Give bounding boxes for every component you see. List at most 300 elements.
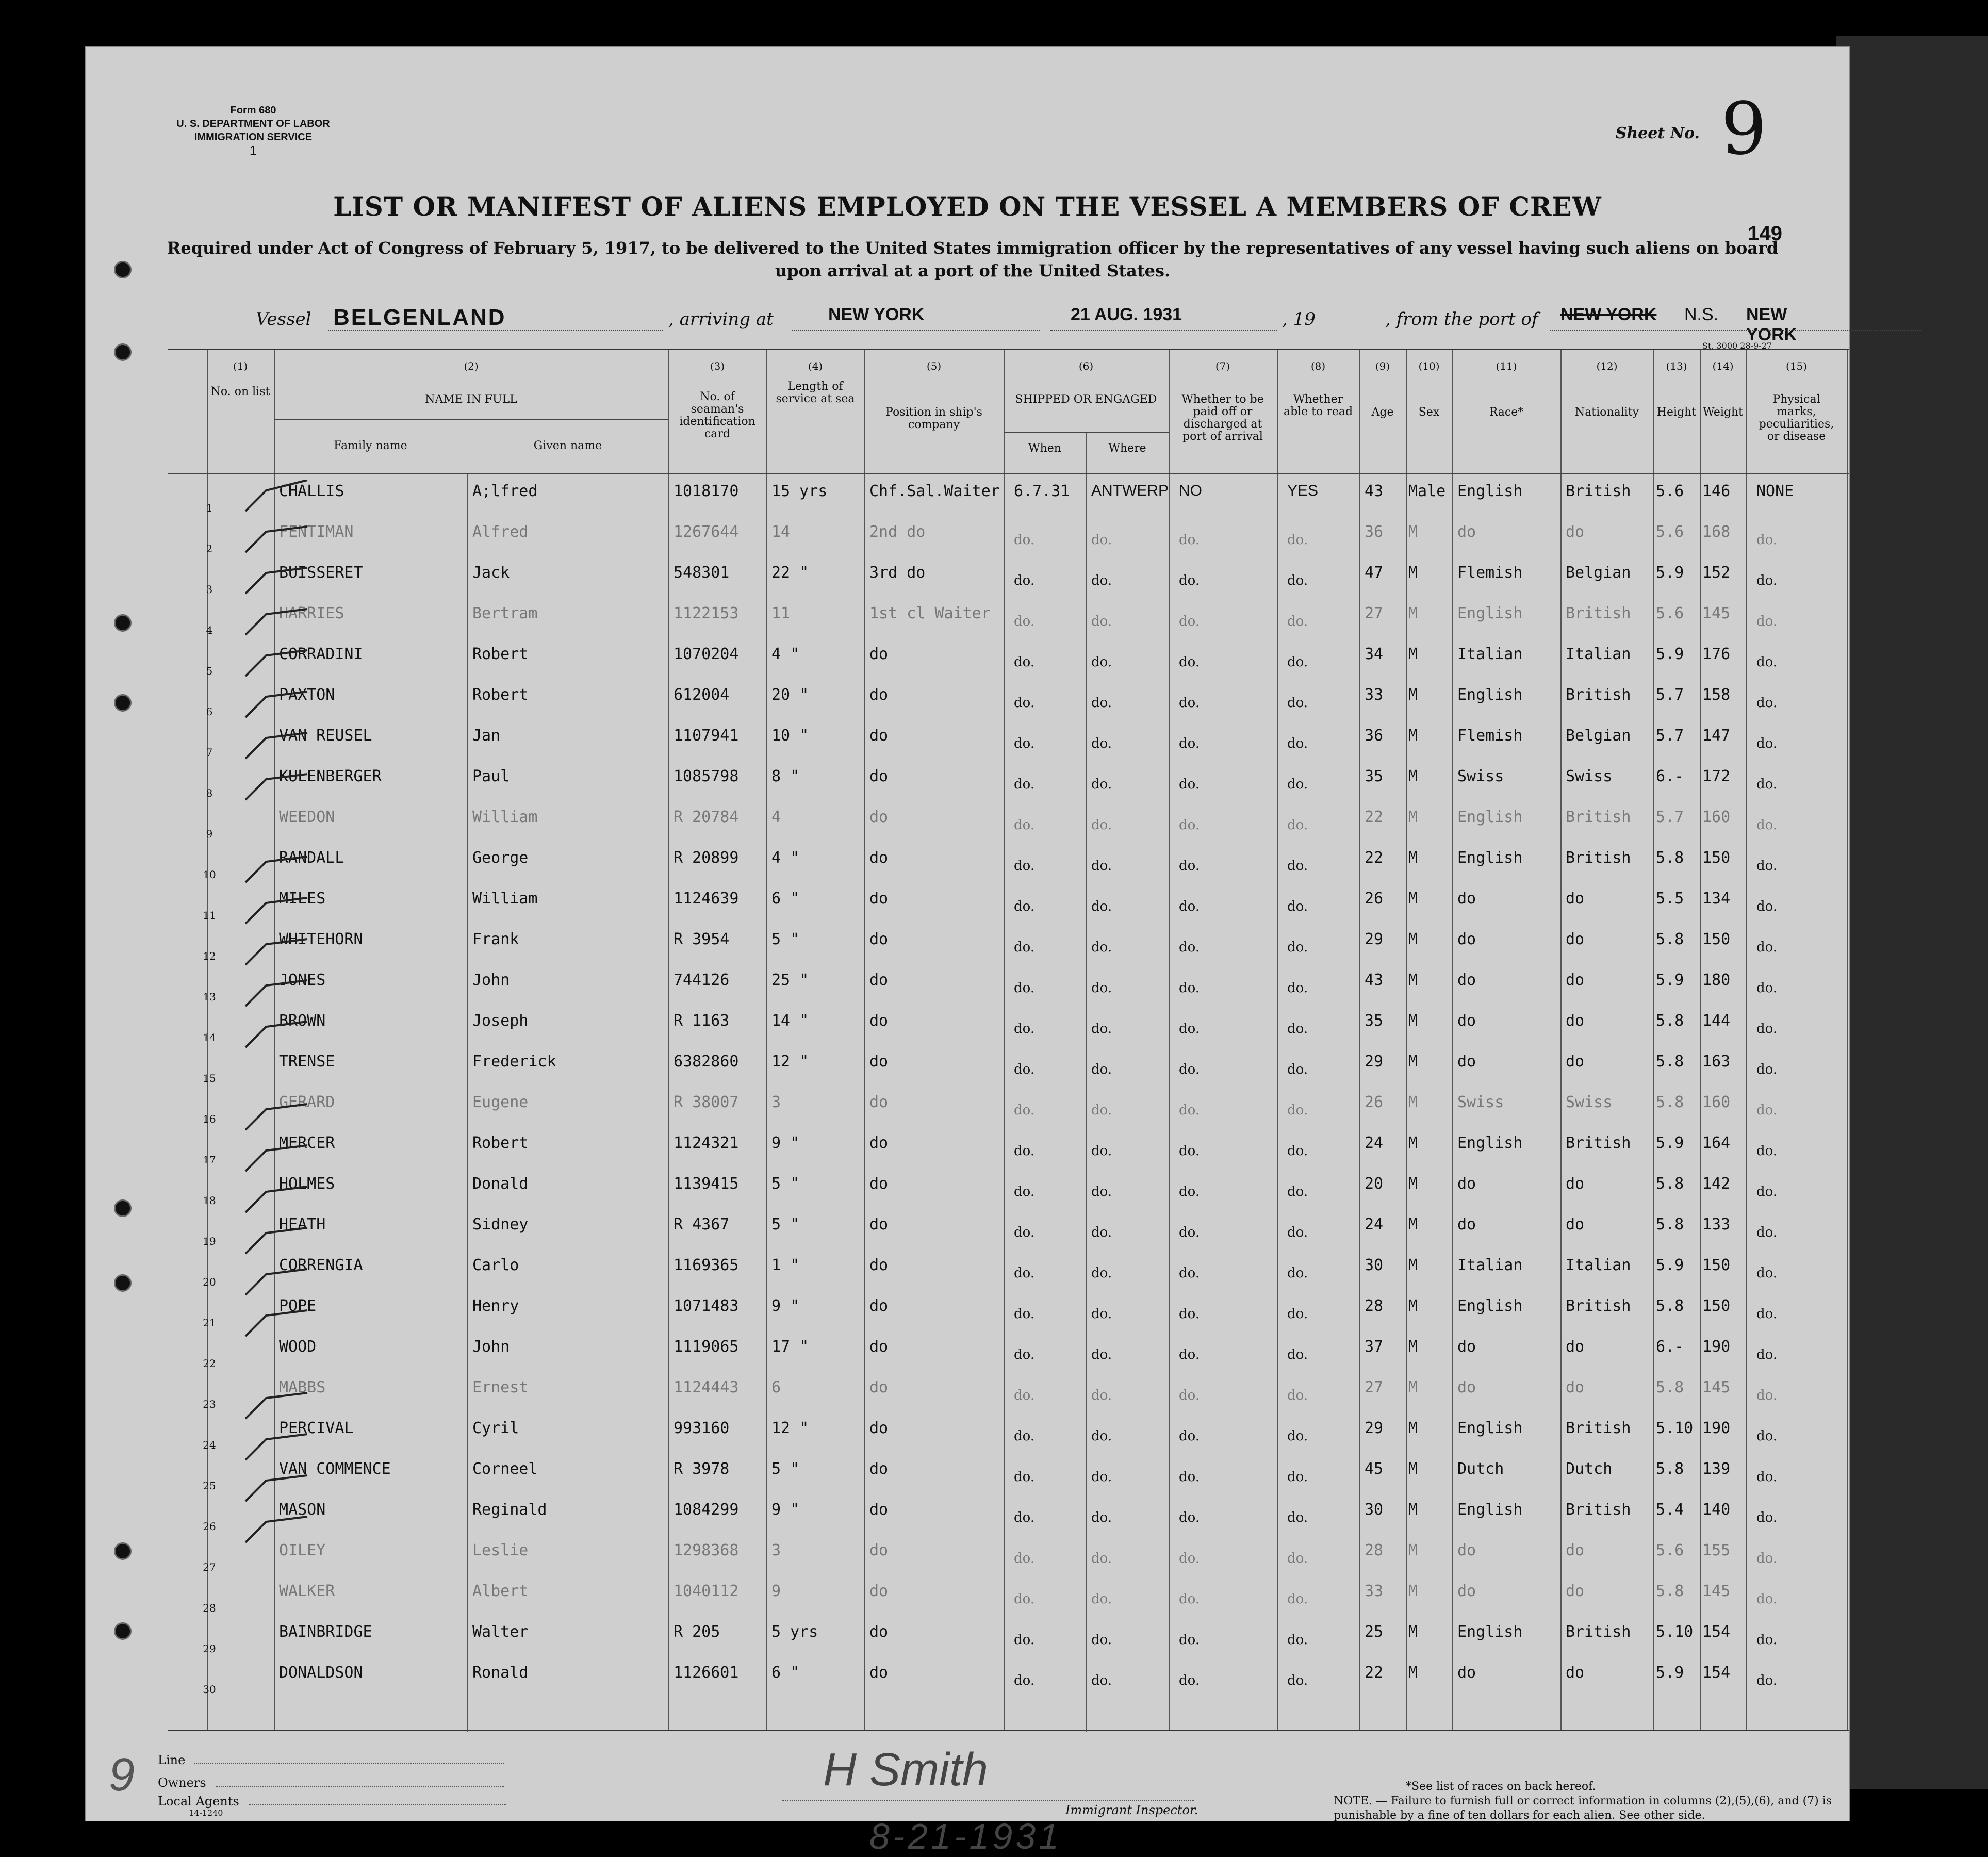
id-card: 1267644	[673, 523, 739, 541]
id-card: 548301	[673, 564, 730, 582]
shipped-when: do.	[1014, 1103, 1035, 1118]
sex: M	[1408, 1012, 1418, 1030]
nationality: do	[1566, 1053, 1585, 1071]
row-number: 26	[203, 1520, 216, 1533]
id-card: 1018170	[673, 482, 739, 500]
service-length: 15 yrs	[771, 482, 828, 500]
given-name: Joseph	[472, 1012, 529, 1030]
table-row	[168, 1128, 1849, 1169]
age: 29	[1365, 1419, 1384, 1437]
given-name: Albert	[472, 1582, 529, 1600]
nationality: British	[1566, 1297, 1631, 1315]
header-where: Where	[1108, 442, 1146, 455]
service-length: 14	[771, 523, 791, 541]
age: 33	[1365, 686, 1384, 704]
physical-marks: do.	[1756, 614, 1778, 629]
service-length: 9 "	[771, 1134, 800, 1152]
height: 5.8	[1656, 1175, 1684, 1193]
position: do	[869, 767, 889, 785]
family-name: OILEY	[279, 1541, 326, 1559]
able-to-read: do.	[1287, 777, 1308, 792]
service-length: 5 "	[771, 1460, 800, 1478]
id-card: R 4367	[673, 1215, 730, 1234]
race: English	[1457, 686, 1523, 704]
form-code: St. 3000 28-9-27	[1702, 341, 1772, 351]
weight: 147	[1702, 727, 1731, 745]
age: 47	[1365, 564, 1384, 582]
position: do	[869, 1134, 889, 1152]
manifest-sheet	[85, 46, 1850, 1856]
form-number: Form 680	[230, 105, 276, 116]
shipped-when: do.	[1014, 573, 1035, 588]
weight: 164	[1702, 1134, 1731, 1152]
paid-off: do.	[1179, 1143, 1200, 1159]
nationality: do	[1566, 971, 1585, 989]
row-number: 13	[203, 991, 216, 1003]
race: do	[1457, 1215, 1476, 1234]
col-num-7: (7)	[1215, 360, 1230, 372]
col-num-1: (1)	[233, 360, 248, 372]
races-note: *See list of races on back hereof.	[1406, 1780, 1596, 1793]
family-name: VAN COMMENCE	[279, 1460, 391, 1478]
sex: M	[1408, 604, 1418, 622]
age: 29	[1365, 1053, 1384, 1071]
able-to-read: do.	[1287, 980, 1308, 996]
shipped-where: do.	[1091, 817, 1112, 833]
nationality: do	[1566, 1378, 1585, 1396]
age: 28	[1365, 1297, 1384, 1315]
position: do	[869, 808, 889, 826]
table-row	[168, 1413, 1849, 1454]
able-to-read: do.	[1287, 1469, 1308, 1485]
position: do	[869, 1256, 889, 1274]
shipped-where: do.	[1091, 1510, 1112, 1525]
row-number: 27	[203, 1561, 216, 1573]
race: do	[1457, 1012, 1476, 1030]
weight: 134	[1702, 890, 1731, 908]
given-name: Jan	[472, 727, 501, 745]
table-row	[168, 1332, 1849, 1372]
age: 24	[1365, 1134, 1384, 1152]
punch-hole	[114, 343, 132, 361]
service-length: 14 "	[771, 1012, 809, 1030]
physical-marks: do.	[1756, 858, 1778, 874]
sex: M	[1408, 645, 1418, 663]
height: 6.-	[1656, 767, 1684, 785]
header-nationality: Nationality	[1574, 406, 1639, 419]
height: 5.8	[1656, 1053, 1684, 1071]
family-name: FENTIMAN	[279, 523, 354, 541]
service-length: 9 "	[771, 1297, 800, 1315]
race: English	[1457, 1297, 1523, 1315]
nationality: British	[1566, 604, 1631, 622]
height: 5.6	[1656, 604, 1684, 622]
row-number: 28	[203, 1602, 216, 1614]
age: 27	[1365, 1378, 1384, 1396]
position: do	[869, 1297, 889, 1315]
paid-off: do.	[1179, 736, 1200, 751]
table-row	[168, 1576, 1849, 1617]
race: do	[1457, 1582, 1476, 1600]
height: 5.9	[1656, 645, 1684, 663]
id-card: R 38007	[673, 1093, 739, 1111]
able-to-read: do.	[1287, 573, 1308, 588]
nationality: do	[1566, 1582, 1585, 1600]
col-num-10: (10)	[1418, 360, 1440, 372]
height: 5.7	[1656, 808, 1684, 826]
id-card: 1071483	[673, 1297, 739, 1315]
form-mark: 1	[249, 143, 257, 158]
position: 2nd do	[869, 523, 926, 541]
given-name: Reginald	[472, 1501, 547, 1519]
service-length: 5 yrs	[771, 1623, 818, 1641]
shipped-when: do.	[1014, 1266, 1035, 1281]
family-name: JONES	[279, 971, 326, 989]
shipped-when: do.	[1014, 899, 1035, 914]
table-row	[168, 1209, 1849, 1250]
family-name: KULENBERGER	[279, 767, 382, 785]
paid-off: do.	[1179, 1673, 1200, 1688]
service-length: 25 "	[771, 971, 809, 989]
table-row	[168, 1250, 1849, 1291]
shipped-when: do.	[1014, 1225, 1035, 1240]
vessel-line	[256, 305, 1797, 344]
header-position: Position in ship's company	[885, 406, 982, 431]
nationality: Belgian	[1566, 727, 1631, 745]
paid-off: do.	[1179, 899, 1200, 914]
shipped-where: do.	[1091, 1184, 1112, 1199]
shipped-when: do.	[1014, 1510, 1035, 1525]
paid-off: do.	[1179, 1428, 1200, 1444]
id-card: 1126601	[673, 1664, 739, 1682]
height: 5.9	[1656, 1256, 1684, 1274]
given-name: William	[472, 808, 538, 826]
shipped-when: do.	[1014, 1428, 1035, 1444]
paid-off: do.	[1179, 1266, 1200, 1281]
header-race: Race*	[1489, 406, 1524, 419]
sex: M	[1408, 849, 1418, 867]
shipped-when: 6.7.31	[1014, 482, 1070, 500]
weight: 145	[1702, 1378, 1731, 1396]
id-card: R 20784	[673, 808, 739, 826]
table-row	[168, 557, 1849, 598]
col-num-14: (14)	[1712, 360, 1734, 372]
line-label: Line	[158, 1753, 186, 1767]
row-number: 17	[203, 1154, 216, 1166]
paid-off: do.	[1179, 614, 1200, 629]
shipped-where: do.	[1091, 1673, 1112, 1688]
nationality: Swiss	[1566, 767, 1613, 785]
service-length: 3	[771, 1541, 781, 1559]
able-to-read: do.	[1287, 654, 1308, 670]
able-to-read: do.	[1287, 1225, 1308, 1240]
height: 5.7	[1656, 686, 1684, 704]
row-number: 10	[203, 868, 216, 881]
height: 5.10	[1656, 1623, 1694, 1641]
shipped-when: do.	[1014, 736, 1035, 751]
shipped-when: do.	[1014, 1673, 1035, 1688]
able-to-read: do.	[1287, 1184, 1308, 1199]
given-name: Donald	[472, 1175, 529, 1193]
sex: M	[1408, 971, 1418, 989]
shipped-when: do.	[1014, 1062, 1035, 1077]
sex: M	[1408, 1338, 1418, 1356]
table-row	[168, 1169, 1849, 1209]
age: 33	[1365, 1582, 1384, 1600]
arriving-label: , arriving at	[668, 309, 774, 330]
age: 22	[1365, 1664, 1384, 1682]
physical-marks: do.	[1756, 1428, 1778, 1444]
height: 5.8	[1656, 930, 1684, 948]
position: do	[869, 1582, 889, 1600]
height: 5.9	[1656, 1664, 1684, 1682]
row-number: 23	[203, 1398, 216, 1410]
position: do	[869, 1419, 889, 1437]
physical-marks: do.	[1756, 980, 1778, 996]
shipped-where: do.	[1091, 1428, 1112, 1444]
shipped-when: do.	[1014, 980, 1035, 996]
sex: M	[1408, 1541, 1418, 1559]
physical-marks: do.	[1756, 899, 1778, 914]
age: 36	[1365, 523, 1384, 541]
sex: M	[1408, 890, 1418, 908]
nationality: British	[1566, 1623, 1631, 1641]
id-card: 1139415	[673, 1175, 739, 1193]
physical-marks: do.	[1756, 1469, 1778, 1485]
id-card: 1085798	[673, 767, 739, 785]
position: do	[869, 1541, 889, 1559]
header-no-on-list: No. on list	[210, 385, 270, 398]
race: English	[1457, 604, 1523, 622]
physical-marks: do.	[1756, 1306, 1778, 1322]
race: Flemish	[1457, 564, 1523, 582]
vessel-name: BELGENLAND	[333, 305, 506, 330]
shipped-when: do.	[1014, 858, 1035, 874]
nationality: do	[1566, 1175, 1585, 1193]
race: English	[1457, 1134, 1523, 1152]
age: 35	[1365, 767, 1384, 785]
able-to-read: do.	[1287, 1306, 1308, 1322]
sex: M	[1408, 1582, 1418, 1600]
family-name: TRENSE	[279, 1053, 335, 1071]
weight: 150	[1702, 930, 1731, 948]
family-name: GERARD	[279, 1093, 335, 1111]
header-paid-off: Whether to be paid off or discharged at port of arrival	[1181, 393, 1264, 443]
shipped-where: ANTWERP	[1091, 482, 1169, 499]
table-row	[168, 843, 1849, 883]
age: 43	[1365, 971, 1384, 989]
row-number: 18	[203, 1194, 216, 1207]
header-weight: Weight	[1703, 406, 1743, 419]
family-name: BAINBRIDGE	[279, 1623, 372, 1641]
height: 5.7	[1656, 727, 1684, 745]
page-title: LIST OR MANIFEST OF ALIENS EMPLOYED ON THE VESSEL A MEMBERS OF CREW	[333, 191, 1602, 222]
race: do	[1457, 930, 1476, 948]
race: English	[1457, 849, 1523, 867]
shipped-where: do.	[1091, 940, 1112, 955]
row-number: 21	[203, 1317, 216, 1329]
table-row	[168, 1372, 1849, 1413]
row-number: 19	[203, 1235, 216, 1247]
physical-marks: do.	[1756, 736, 1778, 751]
race: Swiss	[1457, 767, 1504, 785]
family-name: HARRIES	[279, 604, 344, 622]
col-num-9: (9)	[1375, 360, 1390, 372]
table-row	[168, 1046, 1849, 1087]
race: Dutch	[1457, 1460, 1504, 1478]
punch-hole	[114, 614, 132, 632]
table-row	[168, 1454, 1849, 1494]
shipped-when: do.	[1014, 1469, 1035, 1485]
sex: M	[1408, 930, 1418, 948]
shipped-when: do.	[1014, 1551, 1035, 1566]
id-card: 1169365	[673, 1256, 739, 1274]
sex: M	[1408, 1134, 1418, 1152]
family-name: WALKER	[279, 1582, 335, 1600]
paid-off: do.	[1179, 980, 1200, 996]
from-port-note: N.S.	[1684, 305, 1719, 324]
position: do	[869, 1053, 889, 1071]
shipped-where: do.	[1091, 858, 1112, 874]
given-name: William	[472, 890, 538, 908]
race: Italian	[1457, 645, 1523, 663]
signature-date: 8-21-1931	[869, 1816, 1062, 1856]
shipped-where: do.	[1091, 1021, 1112, 1037]
service-length: 5 "	[771, 930, 800, 948]
row-number: 7	[206, 746, 213, 759]
scan-background	[1836, 36, 1988, 1789]
paid-off: do.	[1179, 940, 1200, 955]
race: English	[1457, 1501, 1523, 1519]
weight: 158	[1702, 686, 1731, 704]
position: 1st cl Waiter	[869, 604, 991, 622]
sex: M	[1408, 1501, 1418, 1519]
nationality: British	[1566, 808, 1631, 826]
given-name: Robert	[472, 1134, 529, 1152]
id-card: 1040112	[673, 1582, 739, 1600]
able-to-read: YES	[1287, 482, 1319, 499]
sheet-no-label: Sheet No.	[1615, 124, 1700, 142]
family-name: POPE	[279, 1297, 317, 1315]
given-name: Alfred	[472, 523, 529, 541]
given-name: Ronald	[472, 1664, 529, 1682]
given-name: George	[472, 849, 529, 867]
table-row	[168, 517, 1849, 557]
table-row	[168, 1006, 1849, 1046]
family-name: DONALDSON	[279, 1664, 363, 1682]
punch-hole	[114, 1542, 132, 1560]
row-number: 5	[206, 665, 213, 677]
col-num-4: (4)	[808, 360, 823, 372]
nationality: do	[1566, 523, 1585, 541]
physical-marks: do.	[1756, 1143, 1778, 1159]
family-name: MERCER	[279, 1134, 335, 1152]
service-length: 4 "	[771, 645, 800, 663]
position: do	[869, 727, 889, 745]
able-to-read: do.	[1287, 940, 1308, 955]
family-name: CORRENGIA	[279, 1256, 363, 1274]
sex: M	[1408, 523, 1418, 541]
position: do	[869, 930, 889, 948]
nationality: do	[1566, 1338, 1585, 1356]
id-card: R 20899	[673, 849, 739, 867]
sex: M	[1408, 1664, 1418, 1682]
weight: 144	[1702, 1012, 1731, 1030]
nationality: Swiss	[1566, 1093, 1613, 1111]
service-length: 5 "	[771, 1175, 800, 1193]
able-to-read: do.	[1287, 695, 1308, 711]
age: 43	[1365, 482, 1384, 500]
given-name: Henry	[472, 1297, 519, 1315]
position: Chf.Sal.Waiter	[869, 482, 1000, 500]
row-number: 22	[203, 1357, 216, 1370]
age: 24	[1365, 1215, 1384, 1234]
weight: 139	[1702, 1460, 1731, 1478]
service-length: 4	[771, 808, 781, 826]
weight: 150	[1702, 1256, 1731, 1274]
paid-off: do.	[1179, 1551, 1200, 1566]
physical-marks: do.	[1756, 777, 1778, 792]
position: do	[869, 971, 889, 989]
family-name: BROWN	[279, 1012, 326, 1030]
weight: 176	[1702, 645, 1731, 663]
weight: 150	[1702, 849, 1731, 867]
age: 26	[1365, 890, 1384, 908]
position: do	[869, 1378, 889, 1396]
id-card: 1124639	[673, 890, 739, 908]
inspector-label: Immigrant Inspector.	[1065, 1803, 1198, 1817]
arrival-date: 21 AUG. 1931	[1071, 305, 1182, 324]
header-height: Height	[1656, 406, 1697, 419]
shipped-where: do.	[1091, 573, 1112, 588]
table-row	[168, 1657, 1849, 1698]
able-to-read: do.	[1287, 736, 1308, 751]
local-agents-code: 14-1240	[189, 1808, 223, 1818]
height: 5.6	[1656, 523, 1684, 541]
height: 5.8	[1656, 1093, 1684, 1111]
service-length: 20 "	[771, 686, 809, 704]
punch-hole	[114, 261, 132, 278]
race: do	[1457, 1664, 1476, 1682]
service-length: 1 "	[771, 1256, 800, 1274]
age: 29	[1365, 930, 1384, 948]
weight: 160	[1702, 1093, 1731, 1111]
shipped-where: do.	[1091, 1266, 1112, 1281]
physical-marks: do.	[1756, 1347, 1778, 1362]
table-row	[168, 965, 1849, 1006]
physical-marks: do.	[1756, 1103, 1778, 1118]
able-to-read: do.	[1287, 1347, 1308, 1362]
service-name: IMMIGRATION SERVICE	[194, 132, 313, 143]
race: do	[1457, 1053, 1476, 1071]
age: 28	[1365, 1541, 1384, 1559]
weight: 133	[1702, 1215, 1731, 1234]
id-card: 1119065	[673, 1338, 739, 1356]
able-to-read: do.	[1287, 1266, 1308, 1281]
nationality: do	[1566, 1215, 1585, 1234]
header-age: Age	[1371, 406, 1394, 419]
given-name: Sidney	[472, 1215, 529, 1234]
paid-off: do.	[1179, 1347, 1200, 1362]
shipped-where: do.	[1091, 532, 1112, 548]
footnotes	[1334, 1780, 1849, 1823]
position: do	[869, 686, 889, 704]
sex: M	[1408, 1053, 1418, 1071]
nationality: Belgian	[1566, 564, 1631, 582]
weight: 142	[1702, 1175, 1731, 1193]
height: 5.8	[1656, 849, 1684, 867]
family-name: MABBS	[279, 1378, 326, 1396]
